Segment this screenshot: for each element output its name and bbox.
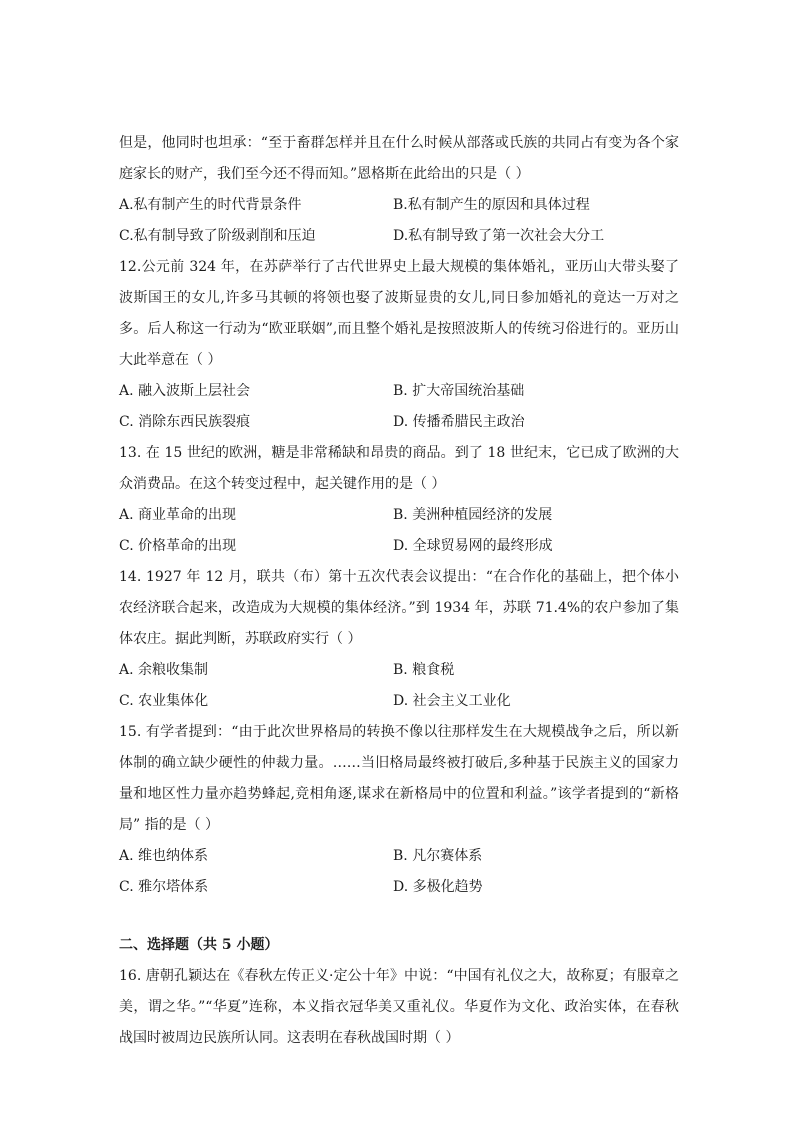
option-b: B. 扩大帝国统治基础	[393, 383, 525, 399]
option-d: D. 多极化趋势	[393, 879, 483, 895]
question-15-stem: 15. 有学者提到：“由于此次世界格局的转换不像以往那样发生在大规模战争之后，所以新体制的确立缺少硬性的仲裁力量。……当旧格局最终被打破后,多种基于民族主义的国家力量和地区性力量亦趋势蜂起,竞相角逐,谋求在新格局中的位置和利益。”该学者提到的“新格局” 指的是（ ）	[119, 724, 679, 833]
document-page	[119, 128, 679, 1054]
option-d: D. 传播希腊民主政治	[393, 414, 525, 430]
section-spacer	[119, 903, 679, 930]
option-a: A. 商业革命的出现	[119, 507, 237, 523]
question-16-stem: 16. 唐朝孔颖达在《春秋左传正义·定公十年》中说：“中国有礼仪之大，故称夏；有服章之美，谓之华。”“华夏”连称，本义指衣冠华美又重礼仪。华夏作为文化、政治实体，在春秋战国时被周边民族所认同。这表明在春秋战国时期（ ）	[119, 968, 679, 1046]
option-b: B. 粮食税	[393, 662, 455, 678]
section-heading: 二、选择题（共 5 小题）	[119, 937, 279, 953]
option-d: D. 社会主义工业化	[393, 693, 511, 709]
question-11-options	[119, 190, 679, 252]
option-c: C. 消除东西民族裂痕	[119, 414, 251, 430]
option-a: A. 融入波斯上层社会	[119, 383, 251, 399]
question-15-options	[119, 841, 679, 903]
question-13-stem: 13. 在 15 世纪的欧洲，糖是非常稀缺和昂贵的商品。到了 18 世纪末，它已成了欧洲的大众消费品。在这个转变过程中，起关键作用的是（ ）	[119, 445, 679, 492]
option-a: A.私有制产生的时代背景条件	[119, 197, 302, 213]
option-c: C. 农业集体化	[119, 693, 209, 709]
option-a: A. 维也纳体系	[119, 848, 209, 864]
option-d: D.私有制导致了第一次社会大分工	[393, 228, 605, 244]
question-11-stem: 但是，他同时也坦承：“至于畜群怎样并且在什么时候从部落或氏族的共同占有变为各个家庭家长的财产，我们至今还不得而知。”恩格斯在此给出的只是（ ）	[119, 135, 679, 182]
question-13-options	[119, 500, 679, 562]
option-c: C. 雅尔塔体系	[119, 879, 209, 895]
option-c: C. 价格革命的出现	[119, 538, 237, 554]
option-d: D. 全球贸易网的最终形成	[393, 538, 553, 554]
question-14-options	[119, 655, 679, 717]
option-b: B.私有制产生的原因和具体过程	[393, 197, 590, 213]
question-12-stem: 12.公元前 324 年，在苏萨举行了古代世界史上最大规模的集体婚礼，亚历山大带头娶了波斯国王的女儿,许多马其顿的将领也娶了波斯显贵的女儿,同日参加婚礼的竟达一万对之多。后人称这一行动为“欧亚联姻”,而且整个婚礼是按照波斯人的传统习俗进行的。亚历山大此举意在（ ）	[119, 259, 679, 368]
option-b: B. 美洲种植园经济的发展	[393, 507, 553, 523]
option-b: B. 凡尔赛体系	[393, 848, 483, 864]
option-c: C.私有制导致了阶级剥削和压迫	[119, 228, 316, 244]
question-12-options	[119, 376, 679, 438]
option-a: A. 余粮收集制	[119, 662, 209, 678]
question-14-stem: 14. 1927 年 12 月，联共（布）第十五次代表会议提出：“在合作化的基础上，把个体小农经济联合起来，改造成为大规模的集体经济。”到 1934 年，苏联 71.4%的农户参加了集体农庄。据此判断，苏联政府实行（ ）	[119, 569, 679, 647]
